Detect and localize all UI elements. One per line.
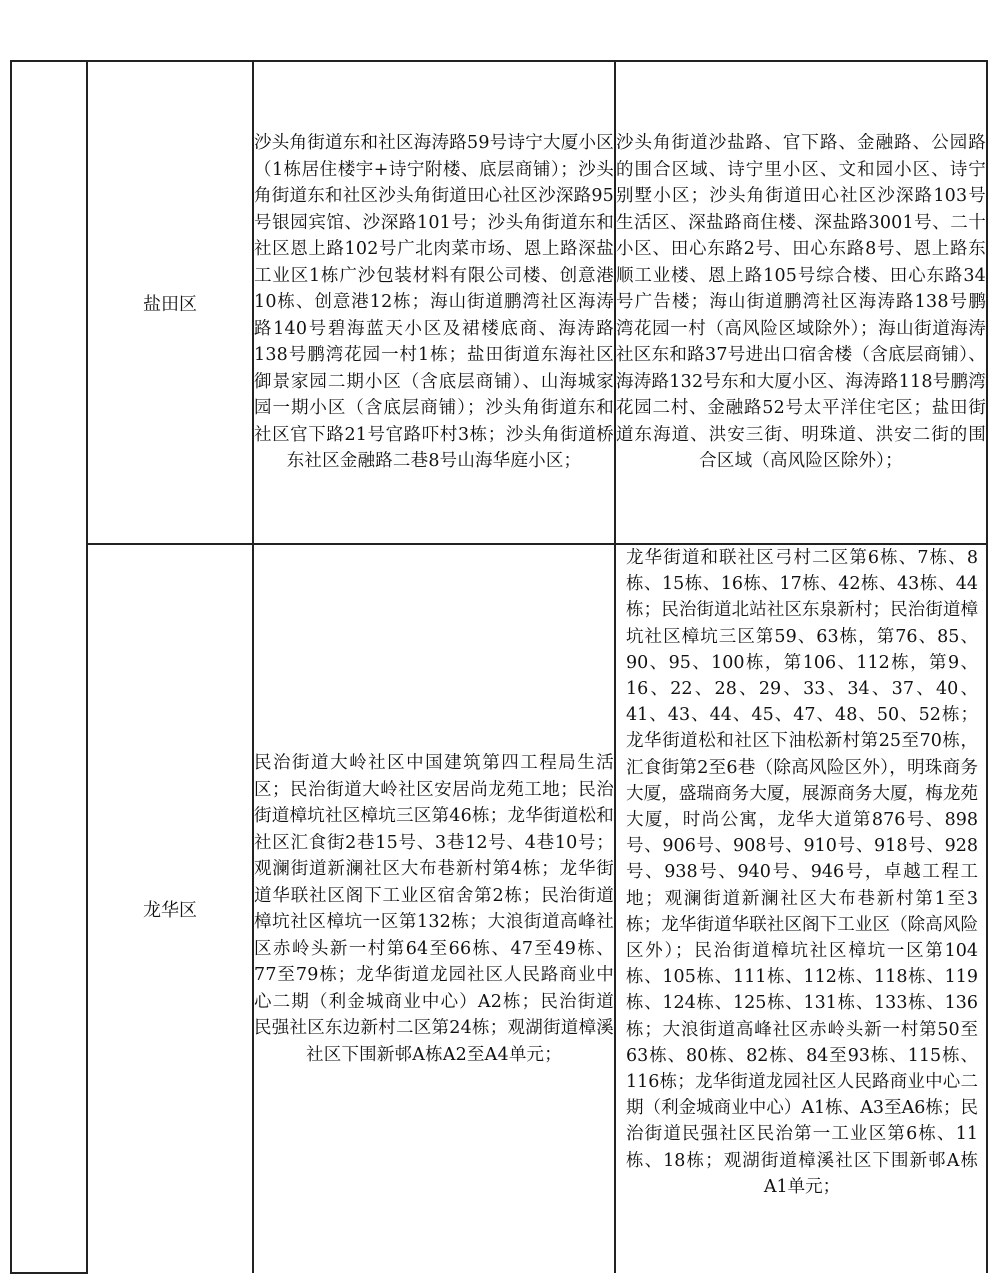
risk-area-table [10, 60, 988, 1274]
district-cell-yantian: 盐田区 [87, 61, 253, 544]
district-cell-longhua: 龙华区 [87, 544, 253, 1273]
index-cell [11, 61, 87, 1273]
locations-cell-longhua-a: 民治街道大岭社区中国建筑第四工程局生活区；民治街道大岭社区安居尚龙苑工地；民治街道樟坑社区樟坑三区第46栋；龙华街道松和社区汇食街2巷15号、3巷12号、4巷10号；观澜街道新澜社区大布巷新村第4栋；龙华街道华联社区阁下工业区宿舍第2栋；民治街道樟坑社区樟坑一区第132栋；大浪街道高峰社区赤岭头新一村第64至66栋、47至49栋、77至79栋；龙华街道龙园社区人民路商业中心二期（利金城商业中心）A2栋；民治街道民强社区东边新村二区第24栋；观湖街道樟溪社区下围新邨A栋A2至A4单元； [253, 544, 615, 1273]
locations-cell-yantian-b: 沙头角街道沙盐路、官下路、金融路、公园路的围合区域、诗宁里小区、文和园小区、诗宁别墅小区；沙头角街道田心社区沙深路103号生活区、深盐路商住楼、深盐路3001号、二十小区、田心东路2号、田心东路8号、恩上路东顺工业楼、恩上路105号综合楼、田心东路34号广告楼；海山街道鹏湾社区海涛路138号鹏湾花园一村（高风险区域除外）；海山街道海涛社区东和路37号进出口宿舍楼（含底层商铺）、海涛路132号东和大厦小区、海涛路118号鹏湾花园二村、金融路52号太平洋住宅区；盐田街道东海道、洪安三街、明珠道、洪安二街的围合区域（高风险区除外）； [615, 61, 987, 544]
table-row-longhua [11, 544, 987, 1273]
locations-cell-longhua-b: 龙华街道和联社区弓村二区第6栋、7栋、8栋、15栋、16栋、17栋、42栋、43栋、44栋；民治街道北站社区东泉新村；民治街道樟坑社区樟坑三区第59、63栋，第76、85、90、95、100栋，第106、112栋，第9、16、22、28、29、33、34、37、40、41、43、44、45、47、48、50、52栋；龙华街道松和社区下油松新村第25至70栋，汇食街第2至6巷（除高风险区外），明珠商务大厦，盛瑞商务大厦，展源商务大厦，梅龙苑大厦，时尚公寓，龙华大道第876号、898号、906号、908号、910号、918号、928号、938号、940号、946号，卓越工程工地；观澜街道新澜社区大布巷新村第1至3栋；龙华街道华联社区阁下工业区（除高风险区外）；民治街道樟坑社区樟坑一区第104栋、105栋、111栋、112栋、118栋、119栋、124栋、125栋、131栋、133栋、136栋；大浪街道高峰社区赤岭头新一村第50至63栋、80栋、82栋、84至93栋、115栋、116栋；龙华街道龙园社区人民路商业中心二期（利金城商业中心）A1栋、A3至A6栋；民治街道民强社区民治第一工业区第6栋、11栋、18栋；观湖街道樟溪社区下围新邨A栋A1单元； [615, 544, 987, 1273]
table-row-yantian [11, 61, 987, 544]
locations-cell-yantian-a: 沙头角街道东和社区海涛路59号诗宁大厦小区（1栋居住楼宇+诗宁附楼、底层商铺）；沙头角街道东和社区沙头角街道田心社区沙深路95号银园宾馆、沙深路101号；沙头角街道东和社区恩上路102号广北肉菜市场、恩上路深盐工业区1栋广沙包装材料有限公司楼、创意港10栋、创意港12栋；海山街道鹏湾社区海涛路140号碧海蓝天小区及裙楼底商、海涛路138号鹏湾花园一村1栋；盐田街道东海社区御景家园二期小区（含底层商铺）、山海城家园一期小区（含底层商铺）；沙头角街道东和社区官下路21号官路吓村3栋；沙头角街道桥东社区金融路二巷8号山海华庭小区； [253, 61, 615, 544]
